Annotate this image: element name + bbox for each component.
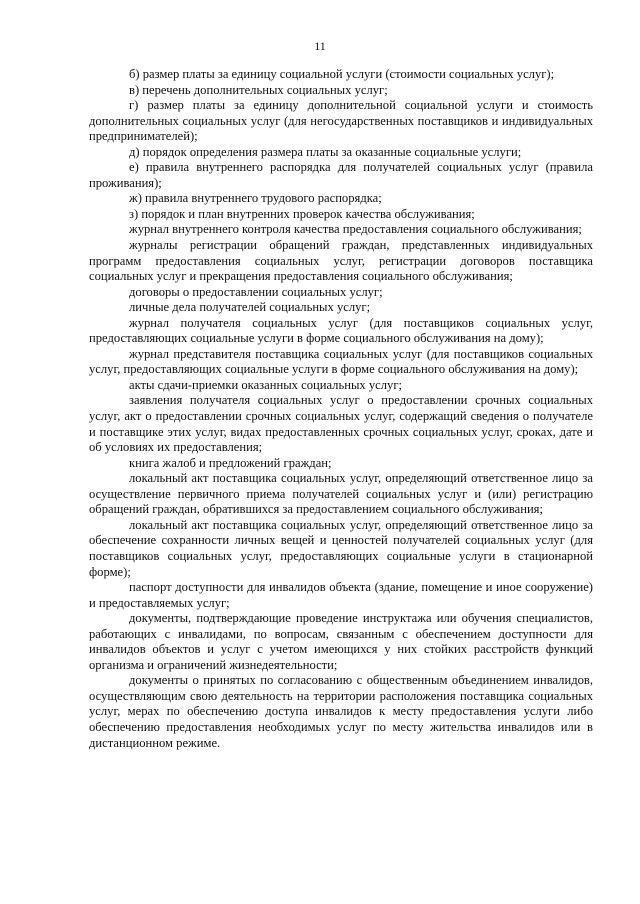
paragraph-complaints-book: книга жалоб и предложений граждан; — [129, 455, 332, 470]
paragraph-v-additional-list: в) перечень дополнительных социальных услуг; — [129, 82, 388, 97]
paragraph-accessibility-passport: паспорт доступности для инвалидов объекта (здание, помещение и иное сооружение) и предоставляемых услуг; — [89, 580, 593, 610]
paragraph-training-documents: документы, подтверждающие проведение инструктажа или обучения специалистов, работающих с инвалидами, по вопросам, связанным с обеспечением доступности для инвалидов объектов и услуг с учетом имеющихся у них стойких расстройств функций организма и ограничений жизнедеятельности; — [89, 611, 593, 672]
document-body — [89, 67, 593, 751]
paragraph-e-internal-rules: е) правила внутреннего распорядка для получателей социальных услуг (правила проживания); — [89, 160, 593, 190]
paragraph-service-contracts: договоры о предоставлении социальных услуг; — [129, 284, 383, 299]
paragraph-personal-files: личные дела получателей социальных услуг; — [129, 300, 371, 315]
paragraph-registration-journals: журналы регистрации обращений граждан, представленных индивидуальных программ предоставления социальных услуг, регистрации договоров поставщика социальных услуг и прекращения предоставления социального обслуживания; — [89, 238, 593, 284]
paragraph-quality-control-journal: журнал внутреннего контроля качества предоставления социального обслуживания; — [129, 222, 582, 237]
paragraph-provider-journal: журнал представителя поставщика социальных услуг (для поставщиков социальных услуг, предоставляющих социальные услуги в форме социального обслуживания на дому); — [89, 346, 593, 377]
paragraph-access-agreements: документы о принятых по согласованию с общественным объединением инвалидов, осуществляющим свою деятельность на территории расположения поставщика социальных услуг, мерах по обеспечению доступа инвалидов к месту предоставления услуги либо обеспечению предоставления необходимых услуг по месту жительства инвалидов или в дистанционном режиме. — [89, 673, 593, 750]
paragraph-z-quality-checks: з) порядок и план внутренних проверок качества обслуживания; — [129, 206, 475, 221]
paragraph-zh-labor-rules: ж) правила внутреннего трудового распорядка; — [129, 191, 382, 206]
paragraph-acceptance-acts: акты сдачи-приемки оказанных социальных услуг; — [129, 377, 402, 392]
paragraph-d-fee-procedure: д) порядок определения размера платы за оказанные социальные услуги; — [129, 144, 522, 159]
paragraph-b-fee: б) размер платы за единицу социальной услуги (стоимости социальных услуг); — [129, 67, 555, 81]
paragraph-reception-act: локальный акт поставщика социальных услуг, определяющий ответственное лицо за осуществление первичного приема получателей социальных услуг и (или) регистрацию обращений граждан, обратившихся за предоставлением социального обслуживания; — [89, 471, 593, 517]
paragraph-belongings-act: локальный акт поставщика социальных услуг, определяющий ответственное лицо за обеспечение сохранности личных вещей и ценностей получателей социальных услуг (для поставщиков социальных услуг, предоставляющих социальные услуги в стационарной форме); — [89, 517, 593, 579]
paragraph-urgent-services: заявления получателя социальных услуг о предоставлении срочных социальных услуг, акт о предоставлении срочных социальных услуг, содержащий сведения о получателе и поставщике этих услуг, видах предоставленных срочных социальных услуг, сроках, дате и об условиях их предоставления; — [89, 393, 593, 455]
paragraph-g-additional-fee: г) размер платы за единицу дополнительной социальной услуги и стоимость дополнительных социальных услуг (для негосударственных поставщиков и индивидуальных предпринимателей); — [89, 98, 593, 144]
paragraph-recipient-journal: журнал получателя социальных услуг (для поставщиков социальных услуг, предоставляющих социальные услуги в форме социального обслуживания на дому); — [89, 315, 593, 346]
page-number: 11 — [314, 39, 326, 53]
